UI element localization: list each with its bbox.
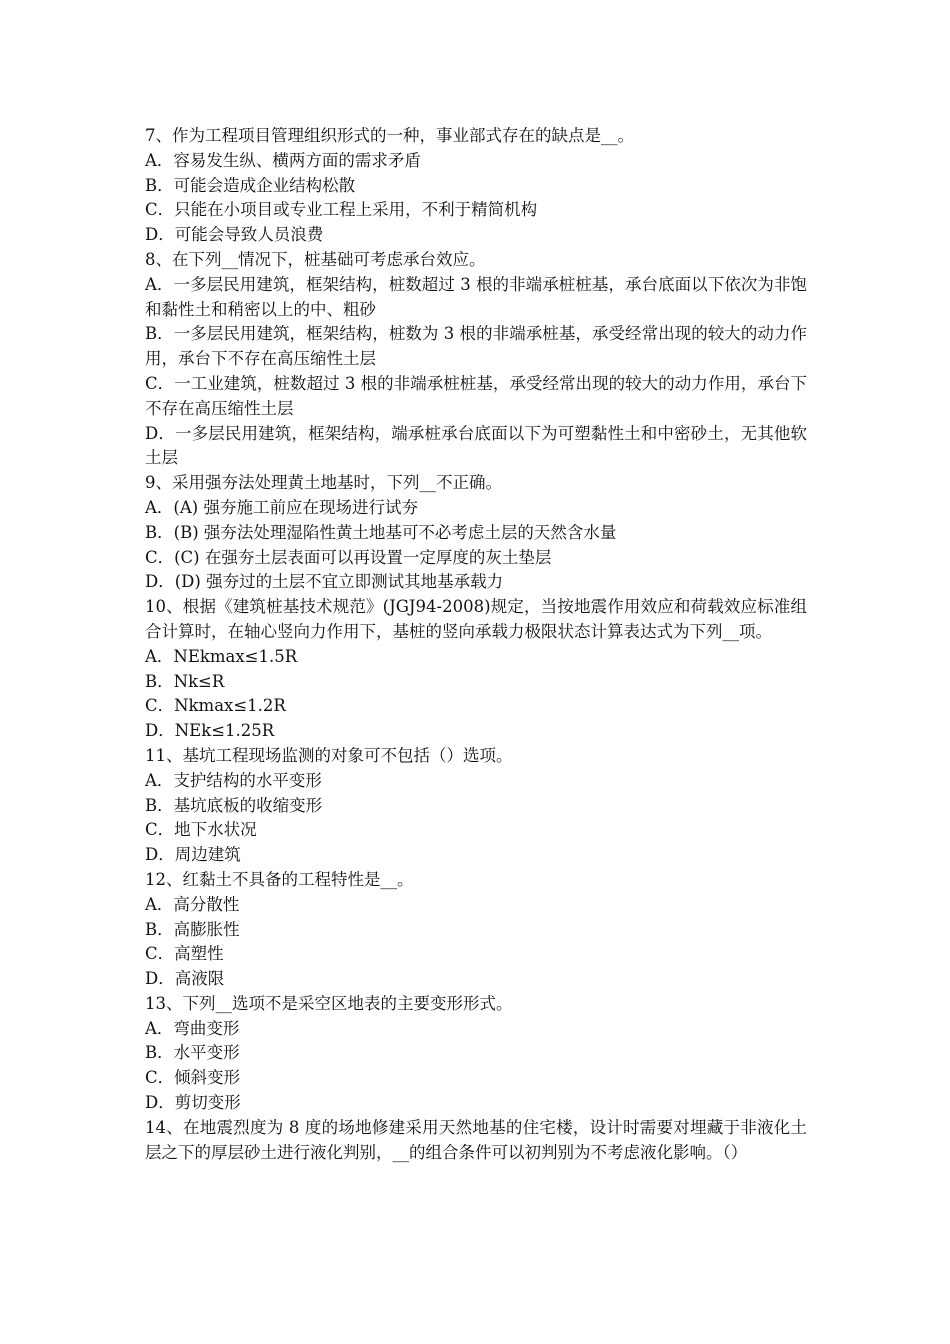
option-d: D．NEk≤1.25R [145, 721, 275, 741]
option-b: B．Nk≤R [145, 671, 225, 691]
option-c: C．倾斜变形 [145, 1068, 241, 1088]
option-a: A．容易发生纵、横两方面的需求矛盾 [145, 150, 421, 170]
option-b: B．水平变形 [145, 1043, 240, 1063]
option-c: C．Nkmax≤1.2R [145, 696, 286, 716]
question-9 [145, 471, 807, 595]
option-a: A．弯曲变形 [145, 1018, 240, 1038]
question-stem: 8、在下列__情况下，桩基础可考虑承台效应。 [145, 249, 486, 269]
question-stem: 14、在地震烈度为 8 度的场地修建采用天然地基的住宅楼，设计时需要对埋藏于非液化土层之下的厚层砂土进行液化判别，__的组合条件可以初判别为不考虑液化影响。（） [145, 1117, 807, 1162]
option-a: A．一多层民用建筑，框架结构，桩数超过 3 根的非端承桩桩基，承台底面以下依次为非饱和黏性土和稍密以上的中、粗砂 [145, 274, 807, 319]
question-stem: 7、作为工程项目管理组织形式的一种，事业部式存在的缺点是__。 [145, 126, 634, 145]
option-c: C．地下水状况 [145, 820, 257, 840]
question-8 [145, 248, 807, 471]
question-stem: 12、红黏土不具备的工程特性是__。 [145, 869, 414, 889]
question-13 [145, 992, 807, 1116]
option-b: B．可能会造成企业结构松散 [145, 175, 356, 195]
option-a: A．高分散性 [145, 894, 240, 914]
option-a: A．(A) 强夯施工前应在现场进行试夯 [145, 497, 418, 517]
option-c: C．只能在小项目或专业工程上采用，不利于精简机构 [145, 200, 538, 220]
option-c: C．一工业建筑，桩数超过 3 根的非端承桩桩基，承受经常出现的较大的动力作用，承台下不存在高压缩性土层 [145, 373, 807, 418]
question-14 [145, 1116, 807, 1166]
question-stem: 13、下列__选项不是采空区地表的主要变形形式。 [145, 993, 513, 1013]
option-b: B．高膨胀性 [145, 919, 240, 939]
option-d: D．高液限 [145, 969, 225, 989]
option-b: B．一多层民用建筑，框架结构，桩数为 3 根的非端承桩基，承受经常出现的较大的动力作用，承台下不存在高压缩性土层 [145, 324, 807, 369]
option-d: D．可能会导致人员浪费 [145, 225, 324, 245]
question-stem: 10、根据《建筑桩基技术规范》(JGJ94-2008)规定，当按地震作用效应和荷载效应标准组合计算时，在轴心竖向力作用下，基桩的竖向承载力极限状态计算表达式为下列__项。 [145, 597, 807, 641]
option-a: A．支护结构的水平变形 [145, 770, 322, 790]
question-stem: 11、基坑工程现场监测的对象可不包括（）选项。 [145, 745, 513, 765]
option-d: D．剪切变形 [145, 1093, 241, 1113]
document-page [145, 124, 807, 1165]
question-10 [145, 595, 807, 744]
option-a: A．NEkmax≤1.5R [145, 646, 298, 666]
question-stem: 9、采用强夯法处理黄土地基时，下列__不正确。 [145, 473, 502, 493]
option-c: C．高塑性 [145, 944, 224, 964]
option-c: C．(C) 在强夯土层表面可以再设置一定厚度的灰土垫层 [145, 547, 552, 567]
option-d: D．(D) 强夯过的土层不宜立即测试其地基承载力 [145, 572, 504, 592]
option-d: D．周边建筑 [145, 845, 241, 865]
question-11 [145, 744, 807, 868]
option-b: B．(B) 强夯法处理湿陷性黄土地基可不必考虑土层的天然含水量 [145, 522, 617, 542]
question-12 [145, 868, 807, 992]
option-b: B．基坑底板的收缩变形 [145, 795, 323, 815]
option-d: D．一多层民用建筑，框架结构，端承桩承台底面以下为可塑黏性土和中密砂土，无其他软土层 [145, 423, 807, 468]
question-7 [145, 124, 807, 248]
